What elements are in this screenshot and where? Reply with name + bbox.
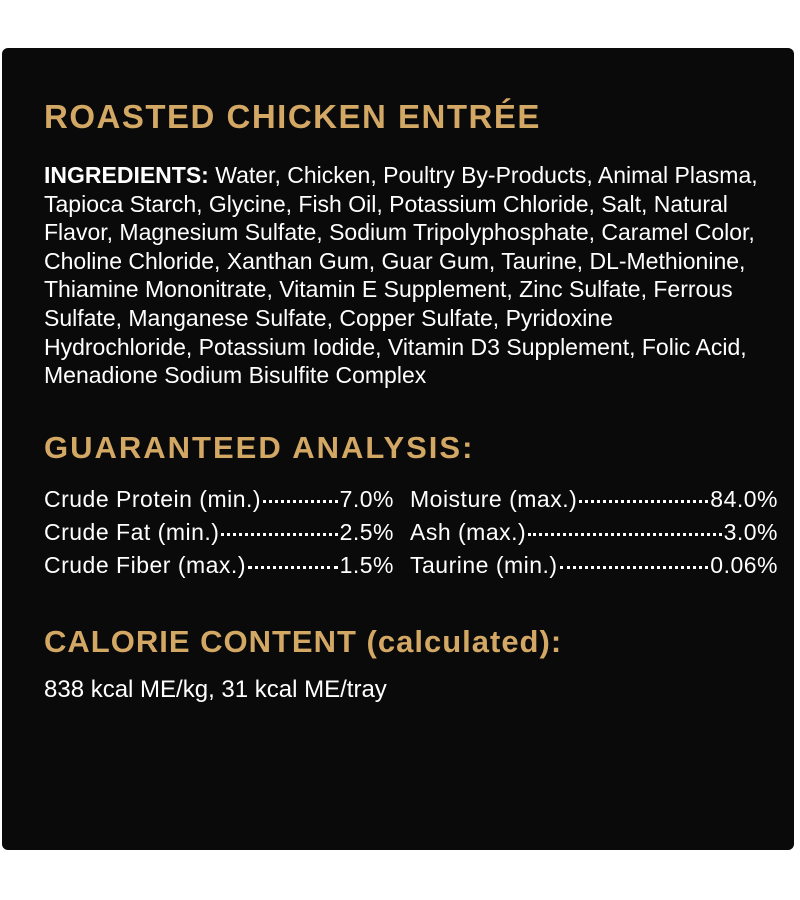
- analysis-value: 2.5%: [339, 518, 394, 545]
- analysis-label: Crude Fat (min.): [44, 518, 220, 545]
- analysis-value: 7.0%: [339, 485, 394, 512]
- dot-leader: [528, 533, 721, 536]
- dot-leader: [221, 533, 337, 536]
- analysis-value: 1.5%: [339, 551, 394, 578]
- nutrition-label-panel: [2, 48, 794, 850]
- guaranteed-analysis-table: [44, 483, 778, 582]
- analysis-column-left: [44, 483, 394, 582]
- analysis-row-crude-fat: [44, 516, 394, 549]
- analysis-label: Crude Protein (min.): [44, 485, 262, 512]
- dot-leader: [560, 566, 709, 569]
- dot-leader: [263, 500, 337, 503]
- analysis-value: 0.06%: [710, 551, 778, 578]
- analysis-row-moisture: [410, 483, 778, 516]
- dot-leader: [579, 500, 708, 503]
- ingredients-text: Water, Chicken, Poultry By-Products, Animal Plasma, Tapioca Starch, Glycine, Fish Oil, Potassium Chloride, Salt, Natural Flavor, Magnesium Sulfate, Sodium Tripolyphosphate, Caramel Color, Choline Chloride, Xanthan Gum, Guar Gum, Taurine, DL-Methionine, Thiamine Mononitrate, Vitamin E Supplement, Zinc Sulfate, Ferrous Sulfate, Manganese Sulfate, Copper Sulfate, Pyridoxine Hydrochloride, Potassium Iodide, Vitamin D3 Supplement, Folic Acid, Menadione Sodium Bisulfite Complex: [44, 162, 758, 389]
- analysis-label: Crude Fiber (max.): [44, 551, 246, 578]
- analysis-label: Ash (max.): [410, 518, 527, 545]
- calorie-content-text: 838 kcal ME/kg, 31 kcal ME/tray: [44, 675, 387, 703]
- analysis-value: 3.0%: [723, 518, 778, 545]
- analysis-row-crude-fiber: [44, 549, 394, 582]
- ingredients-heading: INGREDIENTS:: [44, 162, 209, 188]
- analysis-row-crude-protein: [44, 483, 394, 516]
- calorie-content-heading: CALORIE CONTENT (calculated):: [44, 623, 563, 659]
- dot-leader: [248, 566, 338, 569]
- analysis-row-taurine: [410, 549, 778, 582]
- analysis-row-ash: [410, 516, 778, 549]
- analysis-label: Moisture (max.): [410, 485, 578, 512]
- analysis-value: 84.0%: [710, 485, 778, 512]
- analysis-label: Taurine (min.): [410, 551, 558, 578]
- ingredients-paragraph: [44, 161, 758, 390]
- product-title: ROASTED CHICKEN ENTRÉE: [44, 98, 541, 135]
- guaranteed-analysis-heading: GUARANTEED ANALYSIS:: [44, 429, 475, 465]
- analysis-column-right: [410, 483, 778, 582]
